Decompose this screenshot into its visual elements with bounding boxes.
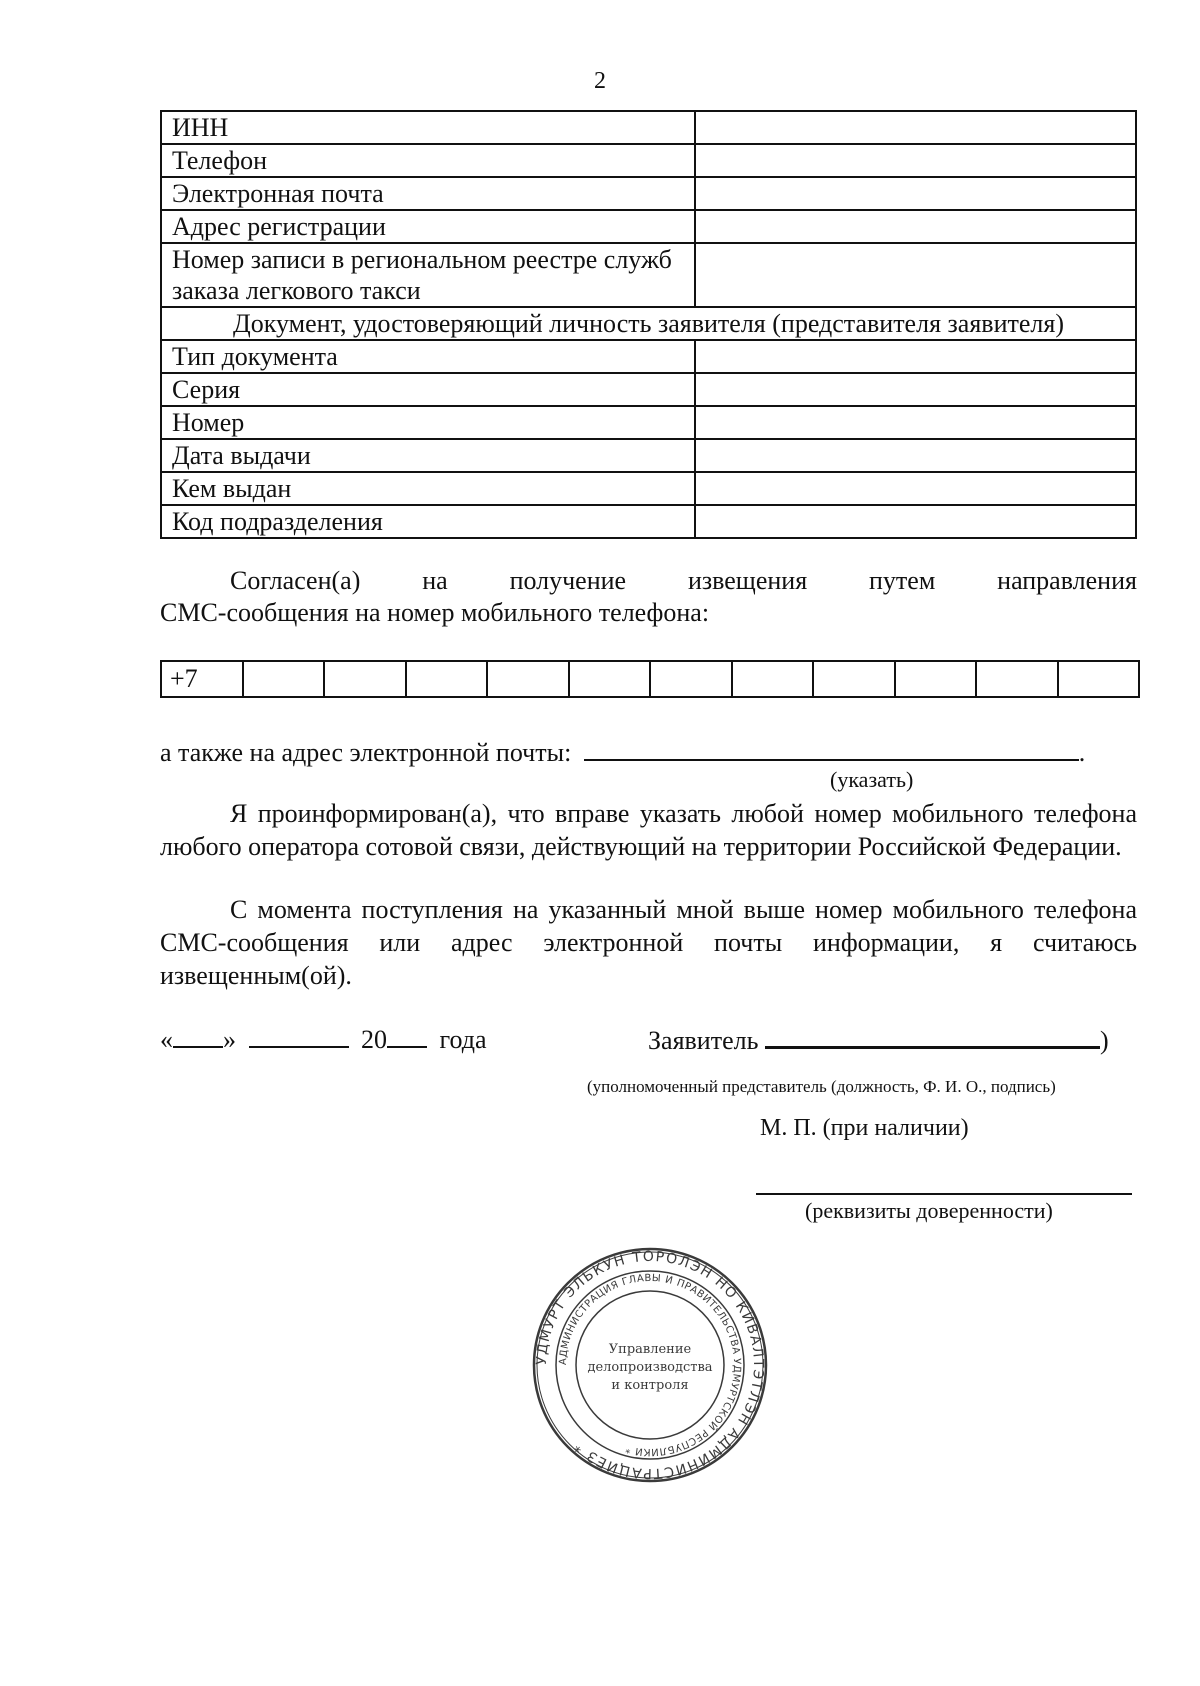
table-row	[161, 406, 1136, 439]
row-label-issue-date: Дата выдачи	[161, 439, 695, 472]
row-value-registry-number[interactable]	[695, 243, 1136, 307]
seal-center-line-1: Управление	[608, 1342, 692, 1357]
seal-inner-text: АДМИНИСТРАЦИЯ ГЛАВЫ И ПРАВИТЕЛЬСТВА УДМУРТСКОЙ РЕСПУБЛИКИ *	[557, 1272, 743, 1458]
table-row	[161, 111, 1136, 144]
phone-digit-cell[interactable]	[487, 661, 569, 697]
informed-paragraph: Я проинформирован(а), что вправе указать любой номер мобильного телефона любого оператора сотовой связи, действующий на территории Российской Федерации.	[160, 799, 1137, 861]
phone-digit-cell[interactable]	[895, 661, 977, 697]
date-year-prefix: 20	[361, 1025, 387, 1054]
date-day-blank[interactable]	[173, 1022, 223, 1048]
row-label-inn: ИНН	[161, 111, 695, 144]
row-value-address[interactable]	[695, 210, 1136, 243]
moment-paragraph: С момента поступления на указанный мной выше номер мобильного телефона СМС-сообщения или адрес электронной почты информации, я считаюсь извещенным(ой).	[160, 895, 1137, 990]
row-label-issued-by: Кем выдан	[161, 472, 695, 505]
applicant-label: Заявитель	[648, 1026, 759, 1055]
consent-word: Согласен(а)	[230, 566, 361, 595]
email-hint: (указать)	[830, 767, 914, 792]
date-year-suffix: года	[439, 1025, 487, 1054]
requisites-line[interactable]	[756, 1193, 1132, 1195]
row-label-number: Номер	[161, 406, 695, 439]
phone-digit-cell[interactable]	[243, 661, 325, 697]
applicant-data-table	[160, 110, 1137, 539]
row-label-email: Электронная почта	[161, 177, 695, 210]
section-title-identity-document: Документ, удостоверяющий личность заявителя (представителя заявителя)	[161, 307, 1136, 340]
consent-word: путем	[869, 566, 936, 595]
phone-digit-cell[interactable]	[650, 661, 732, 697]
row-value-division-code[interactable]	[695, 505, 1136, 538]
table-section-row	[161, 307, 1136, 340]
sms-consent-paragraph	[160, 565, 1137, 629]
row-label-registry-number: Номер записи в региональном реестре служб заказа легкового такси	[161, 243, 695, 307]
page-number: 2	[594, 68, 606, 94]
email-line-label: а также на адрес электронной почты:	[160, 738, 572, 767]
row-value-doc-type[interactable]	[695, 340, 1136, 373]
phone-digit-cell[interactable]	[732, 661, 814, 697]
consent-word: на	[422, 566, 448, 595]
requisites-hint: (реквизиты доверенности)	[805, 1198, 1053, 1223]
row-value-phone[interactable]	[695, 144, 1136, 177]
seal-center-line-3: и контроля	[611, 1378, 689, 1393]
row-label-address: Адрес регистрации	[161, 210, 695, 243]
phone-prefix-cell: +7	[161, 661, 243, 697]
phone-digit-cell[interactable]	[569, 661, 651, 697]
sms-consent-line-1	[160, 565, 1137, 597]
row-label-series: Серия	[161, 373, 695, 406]
applicant-close: )	[1099, 1026, 1109, 1055]
table-row	[161, 439, 1136, 472]
phone-digit-cell[interactable]	[324, 661, 406, 697]
consent-word: получение	[509, 566, 627, 595]
sms-consent-line-2: СМС-сообщения на номер мобильного телефона:	[160, 598, 710, 627]
row-value-issue-date[interactable]	[695, 439, 1136, 472]
consent-word: направления	[997, 566, 1137, 595]
applicant-line	[648, 1022, 1168, 1057]
phone-digit-cell[interactable]	[406, 661, 488, 697]
email-line	[160, 735, 1137, 769]
table-row	[161, 210, 1136, 243]
table-row	[161, 505, 1136, 538]
date-year-blank[interactable]	[387, 1022, 427, 1048]
official-seal-stamp	[530, 1245, 770, 1485]
row-label-doc-type: Тип документа	[161, 340, 695, 373]
row-value-issued-by[interactable]	[695, 472, 1136, 505]
row-value-series[interactable]	[695, 373, 1136, 406]
date-open-quote: «	[160, 1025, 173, 1054]
seal-center-line-2: делопроизводства	[587, 1360, 713, 1375]
table-row	[161, 472, 1136, 505]
phone-digit-cell[interactable]	[813, 661, 895, 697]
table-row	[161, 373, 1136, 406]
applicant-signature-blank[interactable]	[765, 1022, 1100, 1049]
date-month-blank[interactable]	[249, 1022, 349, 1048]
row-value-email[interactable]	[695, 177, 1136, 210]
phone-digit-cell[interactable]	[1058, 661, 1140, 697]
phone-grid-row	[161, 661, 1139, 697]
phone-number-grid	[160, 660, 1140, 698]
row-value-number[interactable]	[695, 406, 1136, 439]
row-label-division-code: Код подразделения	[161, 505, 695, 538]
date-close-quote: »	[223, 1025, 236, 1054]
row-value-inn[interactable]	[695, 111, 1136, 144]
seal-outer-text: УДМУРТ ЭЛЬКУН ТОРОЛЭН НО КИВАЛТЭТЛЭН АДМИНИСТРАЦИЕЗ *	[533, 1248, 767, 1482]
email-line-end: .	[1078, 738, 1086, 767]
applicant-hint: (уполномоченный представитель (должность, Ф. И. О., подпись)	[587, 1077, 1056, 1096]
email-blank-field[interactable]	[584, 735, 1079, 761]
phone-digit-cell[interactable]	[976, 661, 1058, 697]
table-row	[161, 177, 1136, 210]
table-row	[161, 243, 1136, 307]
row-label-phone: Телефон	[161, 144, 695, 177]
consent-word: извещения	[687, 566, 808, 595]
seal-place: М. П. (при наличии)	[760, 1115, 969, 1141]
table-row	[161, 340, 1136, 373]
table-row	[161, 144, 1136, 177]
